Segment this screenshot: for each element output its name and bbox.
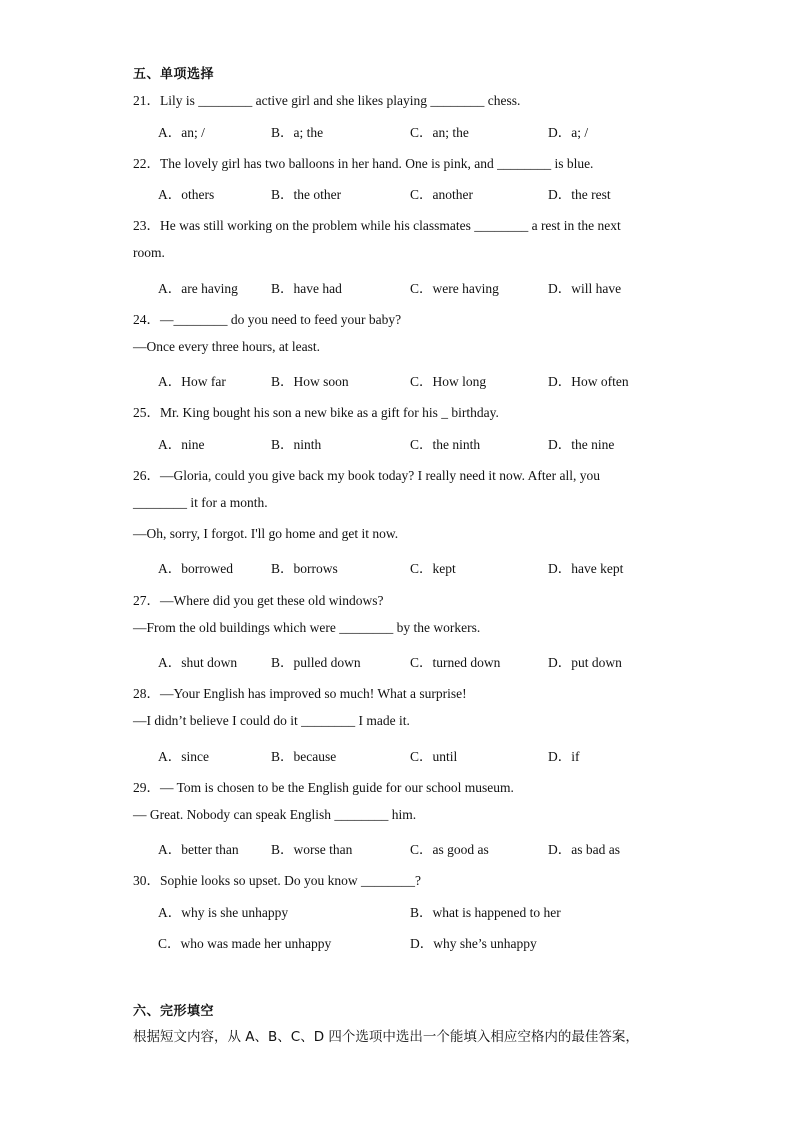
question-23-option-a: A．are having [158, 281, 238, 296]
question-29-reply: — Great. Nobody can speak English ________ him. [133, 807, 417, 822]
question-24-option-c: C．How long [410, 374, 487, 389]
question-23-stem: 23．He was still working on the problem while his classmates ________ a rest in the next [133, 218, 621, 233]
question-24-option-d: D．How often [548, 374, 629, 389]
question-22-option-a: A．others [158, 187, 215, 202]
question-27-reply: —From the old buildings which were ________ by the workers. [133, 620, 481, 635]
question-25-stem: 25．Mr. King bought his son a new bike as a gift for his _ birthday. [133, 405, 499, 420]
question-30-option-a: A．why is she unhappy [158, 905, 289, 920]
section-title-single-choice: 五、单项选择 [133, 67, 215, 82]
question-21-option-c: C．an; the [410, 125, 469, 140]
question-30-option-c: C．who was made her unhappy [158, 936, 332, 951]
question-28-option-d: D．if [548, 749, 580, 764]
question-22-option-b: B．the other [271, 187, 342, 202]
question-21-stem: 21．Lily is ________ active girl and she likes playing ________ chess. [133, 93, 521, 108]
question-30-option-d: D．why she’s unhappy [410, 936, 537, 951]
question-26-option-b: B．borrows [271, 561, 338, 576]
question-25-option-a: A．nine [158, 437, 205, 452]
question-23-stem-cont: room. [133, 245, 165, 260]
question-25-option-b: B．ninth [271, 437, 322, 452]
question-22-option-c: C．another [410, 187, 473, 202]
question-30-stem: 30．Sophie looks so upset. Do you know ________? [133, 873, 421, 888]
question-29-option-d: D．as bad as [548, 842, 620, 857]
question-22-option-d: D．the rest [548, 187, 611, 202]
question-27-option-d: D．put down [548, 655, 622, 670]
question-29-option-b: B．worse than [271, 842, 353, 857]
question-26-option-a: A．borrowed [158, 561, 233, 576]
question-22-stem: 22．The lovely girl has two balloons in her hand. One is pink, and ________ is blue. [133, 156, 594, 171]
question-28-reply: —I didn’t believe I could do it ________ I made it. [133, 713, 410, 728]
section-cloze-instructions: 根据短文内容，从 A、B、C、D 四个选项中选出一个能填入相应空格内的最佳答案， [133, 1029, 639, 1045]
question-23-option-d: D．will have [548, 281, 622, 296]
question-26-stem-cont: ________ it for a month. [133, 495, 268, 510]
question-28-stem: 28．—Your English has improved so much! What a surprise! [133, 686, 467, 701]
question-27-stem: 27．—Where did you get these old windows? [133, 593, 384, 608]
question-27-option-c: C．turned down [410, 655, 501, 670]
question-24-stem: 24．—________ do you need to feed your baby? [133, 312, 402, 327]
question-23-option-b: B．have had [271, 281, 342, 296]
question-24-option-a: A．How far [158, 374, 226, 389]
question-26-reply: —Oh, sorry, I forgot. I'll go home and get it now. [133, 526, 399, 541]
question-21-option-b: B．a; the [271, 125, 324, 140]
question-28-option-a: A．since [158, 749, 209, 764]
question-21-option-a: A．an; / [158, 125, 205, 140]
question-28-option-b: B．because [271, 749, 337, 764]
question-24-option-b: B．How soon [271, 374, 349, 389]
question-26-option-c: C．kept [410, 561, 456, 576]
question-28-option-c: C．until [410, 749, 458, 764]
question-21-option-d: D．a; / [548, 125, 589, 140]
question-29-option-a: A．better than [158, 842, 239, 857]
question-24-reply: —Once every three hours, at least. [133, 339, 321, 354]
question-29-option-c: C．as good as [410, 842, 489, 857]
question-27-option-b: B．pulled down [271, 655, 361, 670]
question-26-option-d: D．have kept [548, 561, 624, 576]
question-26-stem: 26．—Gloria, could you give back my book today? I really need it now. After all, you [133, 468, 601, 483]
question-27-option-a: A．shut down [158, 655, 238, 670]
question-25-option-d: D．the nine [548, 437, 615, 452]
question-29-stem: 29．— Tom is chosen to be the English guide for our school museum. [133, 780, 514, 795]
question-23-option-c: C．were having [410, 281, 499, 296]
section-title-cloze: 六、完形填空 [133, 1004, 215, 1019]
question-25-option-c: C．the ninth [410, 437, 481, 452]
question-30-option-b: B．what is happened to her [410, 905, 561, 920]
